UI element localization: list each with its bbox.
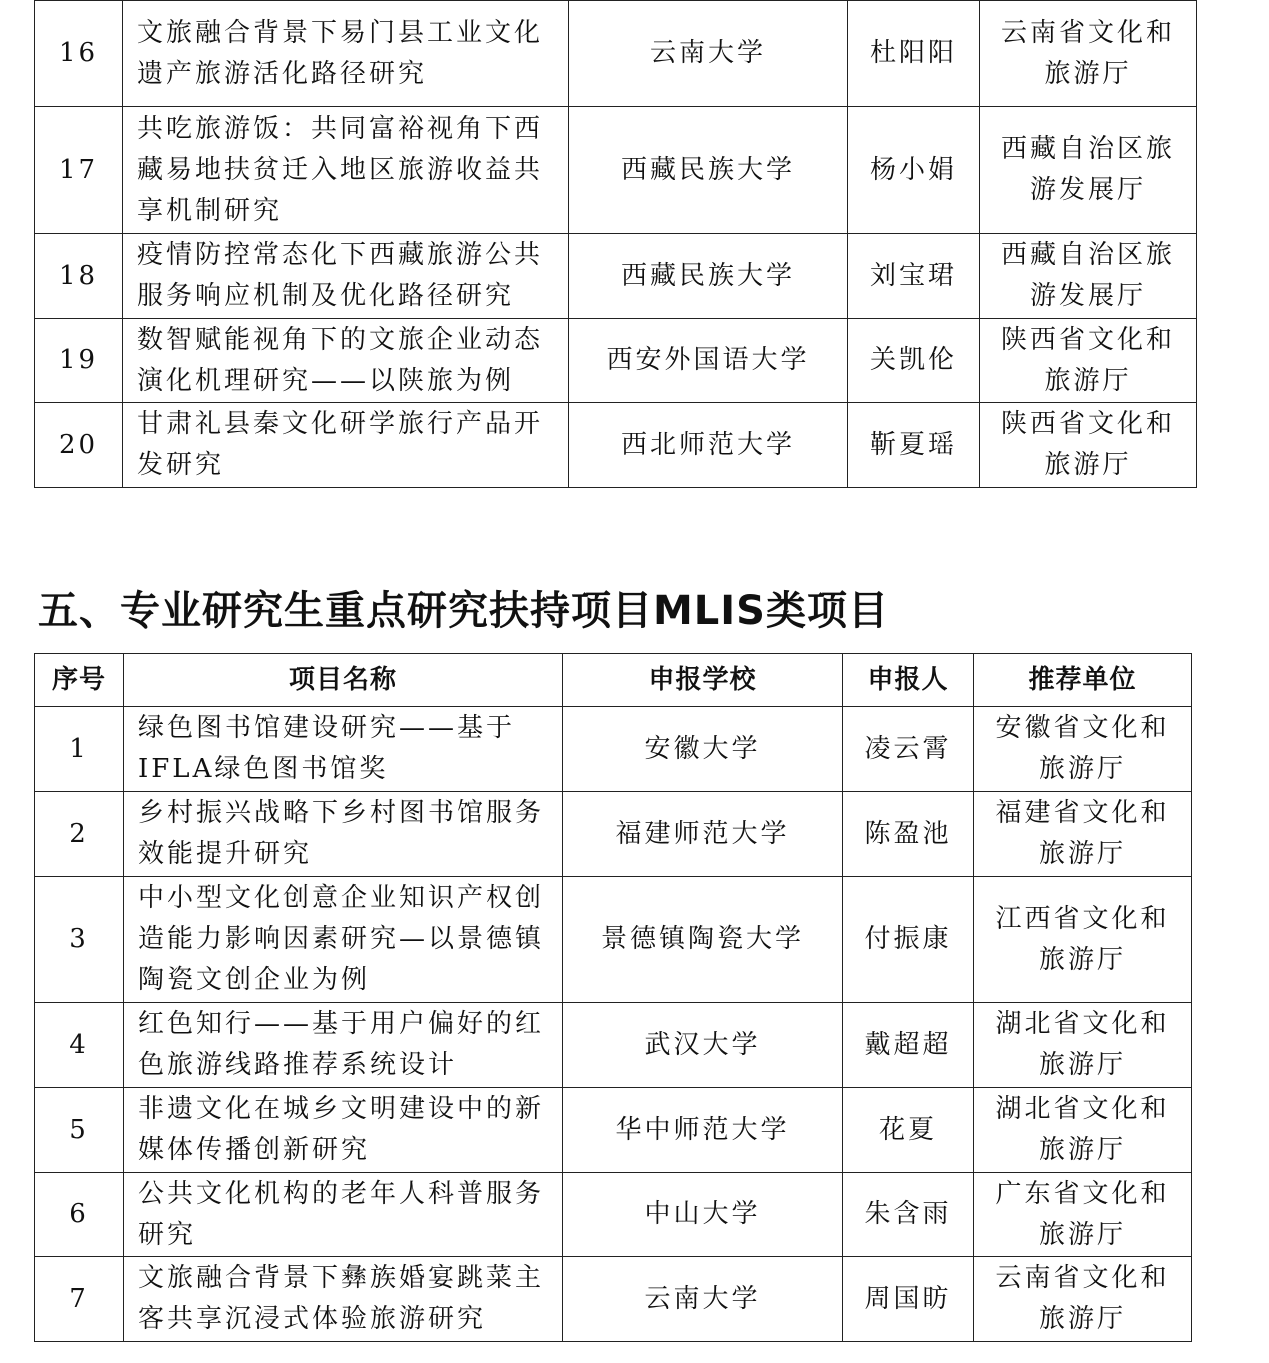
row-number: 18 [35,234,123,319]
recommender: 陕西省文化和旅游厅 [980,319,1197,403]
project-name: 数智赋能视角下的文旅企业动态演化机理研究——以陕旅为例 [123,319,569,403]
row-number: 17 [35,107,123,234]
row-number: 19 [35,319,123,403]
recommender: 陕西省文化和旅游厅 [980,403,1197,488]
applicant: 靳夏瑶 [848,403,980,488]
project-table-mlis [34,653,1192,1342]
header-number: 序号 [35,654,124,707]
header-project-name: 项目名称 [124,654,563,707]
recommender: 湖北省文化和旅游厅 [974,1003,1192,1088]
table-row [35,792,1192,877]
table-row [35,877,1192,1003]
row-number: 1 [35,707,124,792]
table-row [35,234,1197,319]
project-name: 红色知行——基于用户偏好的红色旅游线路推荐系统设计 [124,1003,563,1088]
recommender: 西藏自治区旅游发展厅 [980,234,1197,319]
table-row [35,1088,1192,1173]
row-number: 7 [35,1257,124,1342]
project-name: 乡村振兴战略下乡村图书馆服务效能提升研究 [124,792,563,877]
applicant: 朱含雨 [843,1173,974,1257]
table-row [35,1003,1192,1088]
row-number: 20 [35,403,123,488]
applicant: 杨小娟 [848,107,980,234]
recommender: 湖北省文化和旅游厅 [974,1088,1192,1173]
row-number: 2 [35,792,124,877]
applicant: 关凯伦 [848,319,980,403]
row-number: 16 [35,1,123,107]
table-row [35,107,1197,234]
table-row [35,1257,1192,1342]
project-name: 共吃旅游饭：共同富裕视角下西藏易地扶贫迁入地区旅游收益共享机制研究 [123,107,569,234]
table-row [35,707,1192,792]
applicant: 付振康 [843,877,974,1003]
school: 西藏民族大学 [569,107,848,234]
recommender: 广东省文化和旅游厅 [974,1173,1192,1257]
table-row [35,319,1197,403]
applicant: 花夏 [843,1088,974,1173]
school: 华中师范大学 [563,1088,843,1173]
row-number: 4 [35,1003,124,1088]
school: 景德镇陶瓷大学 [563,877,843,1003]
project-name: 疫情防控常态化下西藏旅游公共服务响应机制及优化路径研究 [123,234,569,319]
section-heading: 五、专业研究生重点研究扶持项目MLIS类项目 [38,588,889,634]
recommender: 西藏自治区旅游发展厅 [980,107,1197,234]
project-table-top [34,0,1197,488]
project-name: 中小型文化创意企业知识产权创造能力影响因素研究—以景德镇陶瓷文创企业为例 [124,877,563,1003]
table-row [35,1,1197,107]
row-number: 6 [35,1173,124,1257]
recommender: 云南省文化和旅游厅 [980,1,1197,107]
project-name: 公共文化机构的老年人科普服务研究 [124,1173,563,1257]
school: 西藏民族大学 [569,234,848,319]
school: 云南大学 [563,1257,843,1342]
project-name: 非遗文化在城乡文明建设中的新媒体传播创新研究 [124,1088,563,1173]
applicant: 刘宝珺 [848,234,980,319]
table-header-row [35,654,1192,707]
header-school: 申报学校 [563,654,843,707]
project-name: 文旅融合背景下易门县工业文化遗产旅游活化路径研究 [123,1,569,107]
recommender: 安徽省文化和旅游厅 [974,707,1192,792]
header-applicant: 申报人 [843,654,974,707]
school: 中山大学 [563,1173,843,1257]
applicant: 周国昉 [843,1257,974,1342]
row-number: 3 [35,877,124,1003]
applicant: 陈盈池 [843,792,974,877]
project-name: 文旅融合背景下彝族婚宴跳菜主客共享沉浸式体验旅游研究 [124,1257,563,1342]
school: 西安外国语大学 [569,319,848,403]
header-recommender: 推荐单位 [974,654,1192,707]
applicant: 凌云霄 [843,707,974,792]
project-name: 绿色图书馆建设研究——基于IFLA绿色图书馆奖 [124,707,563,792]
applicant: 杜阳阳 [848,1,980,107]
school: 福建师范大学 [563,792,843,877]
table-row [35,1173,1192,1257]
table-row [35,403,1197,488]
project-name: 甘肃礼县秦文化研学旅行产品开发研究 [123,403,569,488]
school: 西北师范大学 [569,403,848,488]
recommender: 江西省文化和旅游厅 [974,877,1192,1003]
row-number: 5 [35,1088,124,1173]
applicant: 戴超超 [843,1003,974,1088]
school: 云南大学 [569,1,848,107]
school: 安徽大学 [563,707,843,792]
recommender: 福建省文化和旅游厅 [974,792,1192,877]
recommender: 云南省文化和旅游厅 [974,1257,1192,1342]
school: 武汉大学 [563,1003,843,1088]
